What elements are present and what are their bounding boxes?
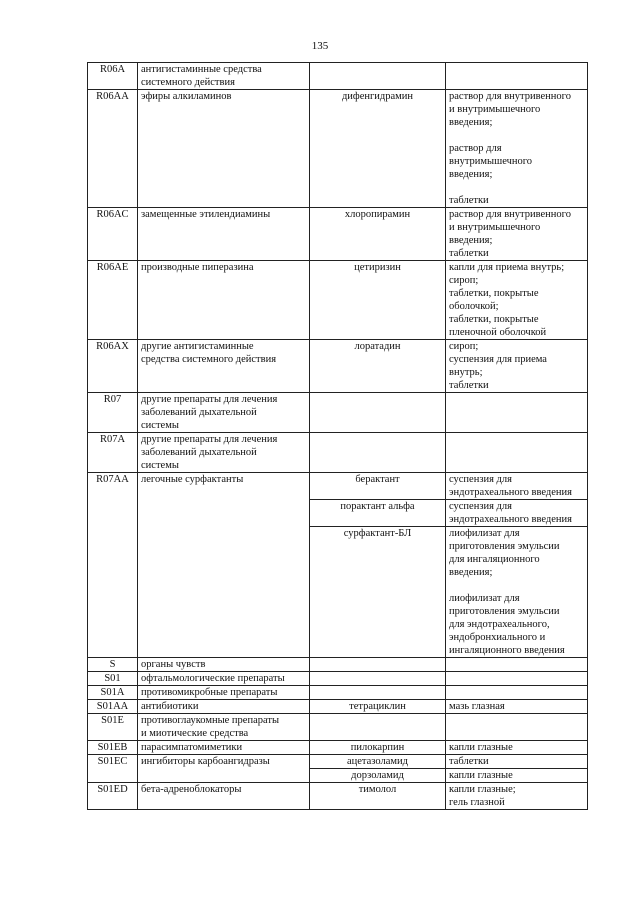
group-name-cell: бета-адреноблокаторы	[138, 783, 310, 810]
table-row	[88, 741, 588, 755]
inn-cell: сурфактант-БЛ	[310, 527, 446, 658]
inn-cell: тетрациклин	[310, 700, 446, 714]
table-row	[88, 755, 588, 769]
dosage-form-cell: суспензия для эндотрахеального введения	[446, 500, 588, 527]
group-name-cell: замещенные этилендиамины	[138, 208, 310, 261]
group-name-cell: ингибиторы карбоангидразы	[138, 755, 310, 783]
group-name-cell: противомикробные препараты	[138, 686, 310, 700]
group-name-cell: другие препараты для лечения заболеваний дыхательной системы	[138, 393, 310, 433]
dosage-form-cell: раствор для внутривенного и внутримышечного введения; раствор для внутримышечного введения; таблетки	[446, 90, 588, 208]
dosage-form-cell	[446, 686, 588, 700]
group-name-cell: антигистаминные средства системного действия	[138, 63, 310, 90]
inn-cell	[310, 658, 446, 672]
dosage-form-cell: капли глазные	[446, 741, 588, 755]
atc-code-cell: S	[88, 658, 138, 672]
atc-code-cell: R06AX	[88, 340, 138, 393]
group-name-cell: офтальмологические препараты	[138, 672, 310, 686]
group-name-cell: органы чувств	[138, 658, 310, 672]
table-row	[88, 63, 588, 90]
group-name-cell: другие препараты для лечения заболеваний дыхательной системы	[138, 433, 310, 473]
table-row	[88, 714, 588, 741]
dosage-form-cell: капли глазные	[446, 769, 588, 783]
dosage-form-cell: суспензия для эндотрахеального введения	[446, 473, 588, 500]
atc-code-cell: S01E	[88, 714, 138, 741]
page-number: 135	[311, 40, 329, 52]
table-row	[88, 433, 588, 473]
inn-cell: ацетазоламид	[310, 755, 446, 769]
inn-cell	[310, 714, 446, 741]
group-name-cell: парасимпатомиметики	[138, 741, 310, 755]
table-row	[88, 393, 588, 433]
inn-cell: дифенгидрамин	[310, 90, 446, 208]
table-row	[88, 686, 588, 700]
dosage-form-cell	[446, 433, 588, 473]
atc-code-cell: R07A	[88, 433, 138, 473]
dosage-form-cell	[446, 672, 588, 686]
atc-code-cell: R06AE	[88, 261, 138, 340]
atc-code-cell: R06A	[88, 63, 138, 90]
group-name-cell: антибиотики	[138, 700, 310, 714]
inn-cell: дорзоламид	[310, 769, 446, 783]
table-row	[88, 473, 588, 500]
table-row	[88, 261, 588, 340]
table-row	[88, 783, 588, 810]
atc-code-cell: S01EC	[88, 755, 138, 783]
inn-cell: тимолол	[310, 783, 446, 810]
group-name-cell: эфиры алкиламинов	[138, 90, 310, 208]
inn-cell	[310, 63, 446, 90]
inn-cell	[310, 672, 446, 686]
dosage-form-cell	[446, 63, 588, 90]
dosage-form-cell: раствор для внутривенного и внутримышечного введения; таблетки	[446, 208, 588, 261]
inn-cell	[310, 393, 446, 433]
group-name-cell: противоглаукомные препараты и миотические средства	[138, 714, 310, 741]
dosage-form-cell: таблетки	[446, 755, 588, 769]
group-name-cell: другие антигистаминные средства системного действия	[138, 340, 310, 393]
table-row	[88, 90, 588, 208]
inn-cell: лоратадин	[310, 340, 446, 393]
table-row	[88, 700, 588, 714]
atc-code-cell: R07AA	[88, 473, 138, 658]
atc-code-cell: R06AA	[88, 90, 138, 208]
table-row	[88, 672, 588, 686]
table-row	[88, 208, 588, 261]
atc-code-cell: R06AC	[88, 208, 138, 261]
dosage-form-cell: капли для приема внутрь; сироп; таблетки, покрытые оболочкой; таблетки, покрытые пленочной оболочкой	[446, 261, 588, 340]
inn-cell: порактант альфа	[310, 500, 446, 527]
atc-code-cell: S01EB	[88, 741, 138, 755]
group-name-cell: легочные сурфактанты	[138, 473, 310, 658]
drug-table	[87, 62, 588, 810]
atc-code-cell: S01A	[88, 686, 138, 700]
atc-code-cell: S01	[88, 672, 138, 686]
table-row	[88, 658, 588, 672]
inn-cell	[310, 433, 446, 473]
atc-code-cell: R07	[88, 393, 138, 433]
dosage-form-cell: капли глазные; гель глазной	[446, 783, 588, 810]
inn-cell: берактант	[310, 473, 446, 500]
dosage-form-cell	[446, 714, 588, 741]
dosage-form-cell	[446, 658, 588, 672]
inn-cell: цетиризин	[310, 261, 446, 340]
dosage-form-cell: мазь глазная	[446, 700, 588, 714]
dosage-form-cell	[446, 393, 588, 433]
inn-cell: хлоропирамин	[310, 208, 446, 261]
atc-code-cell: S01AA	[88, 700, 138, 714]
atc-code-cell: S01ED	[88, 783, 138, 810]
dosage-form-cell: сироп; суспензия для приема внутрь; таблетки	[446, 340, 588, 393]
inn-cell	[310, 686, 446, 700]
group-name-cell: производные пиперазина	[138, 261, 310, 340]
dosage-form-cell: лиофилизат для приготовления эмульсии для ингаляционного введения; лиофилизат для приготовления эмульсии для эндотрахеального, эндобронхиального и ингаляционного введения	[446, 527, 588, 658]
inn-cell: пилокарпин	[310, 741, 446, 755]
table-row	[88, 340, 588, 393]
